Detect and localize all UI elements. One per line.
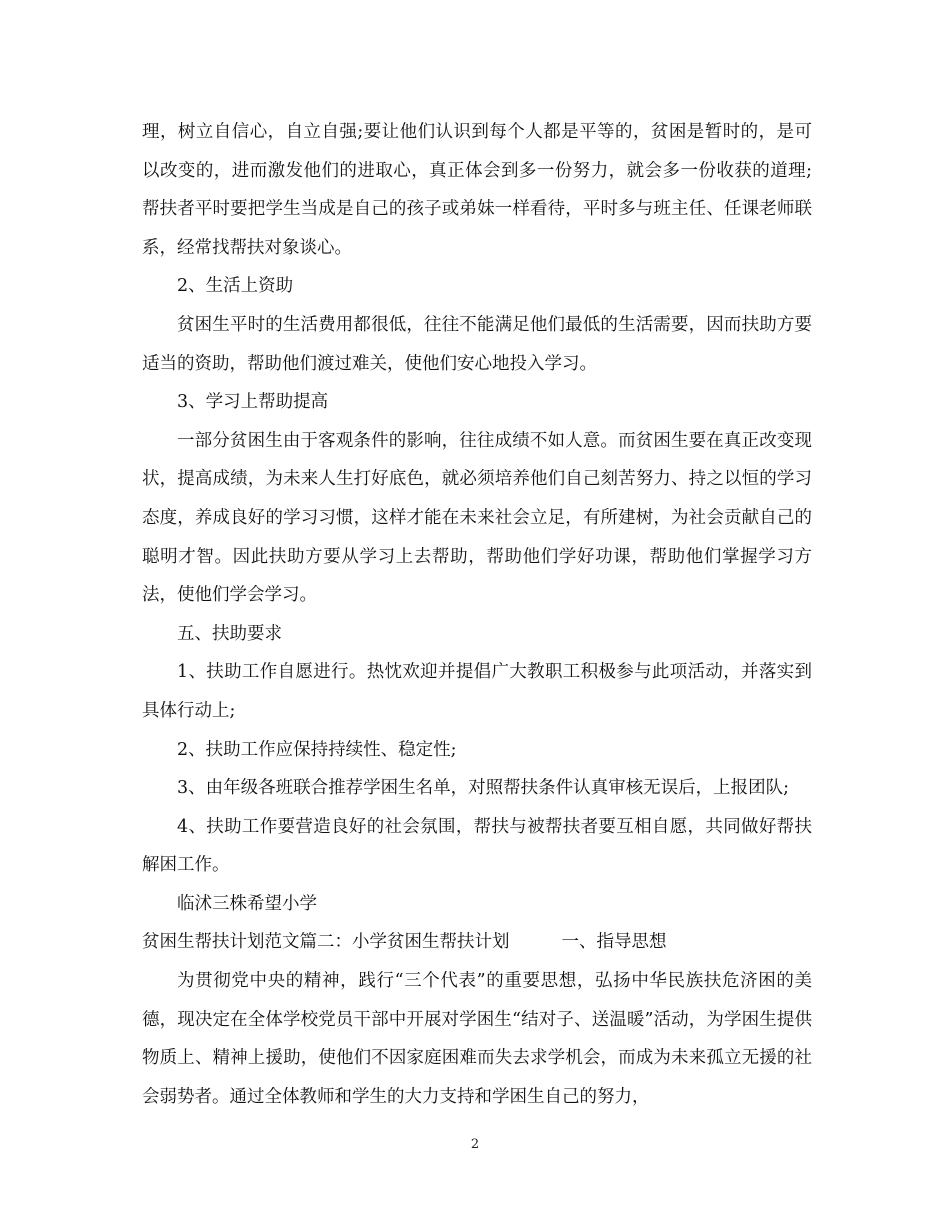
requirement-item-2: 2、扶助工作应保持持续性、稳定性; [177, 739, 457, 760]
heading-study-help: 3、学习上帮助提高 [177, 392, 329, 413]
section-heading-line [142, 923, 812, 962]
school-signature: 临沭三株希望小学 [177, 893, 317, 914]
requirement-item-1: 1、扶助工作自愿进行。热忱欢迎并提倡广大教职工积极参与此项活动，并落实到具体行动上; [142, 662, 812, 721]
paragraph-guiding-ideology: 为贯彻党中央的精神，践行“三个代表”的重要思想，弘扬中华民族扶危济困的美德，现决定在全体学校党员干部中开展对学困生“结对子、送温暖”活动，为学困生提供物质上、精神上援助，使他们不因家庭困难而失去求学机会，而成为未来孤立无援的社会弱势者。通过全体教师和学生的大力支持和学困生自己的努力， [142, 971, 812, 1107]
paragraph-living-support: 贫困生平时的生活费用都很低，往往不能满足他们最低的生活需要，因而扶助方要适当的资助，帮助他们渡过难关，使他们安心地投入学习。 [142, 314, 812, 374]
paragraph-encouragement: 理，树立自信心，自立自强;要让他们认识到每个人都是平等的，贫困是暂时的，是可以改变的，进而激发他们的进取心，真正体会到多一份努力，就会多一份收获的道理;帮扶者平时要把学生当成是自己的孩子或弟妹一样看待，平时多与班主任、任课老师联系，经常找帮扶对象谈心。 [142, 122, 812, 258]
heading-support-requirements: 五、扶助要求 [177, 623, 282, 644]
section-title-guiding-ideology: 一、指导思想 [561, 932, 667, 953]
heading-living-support: 2、生活上资助 [177, 276, 294, 297]
paragraph-study-help: 一部分贫困生由于客观条件的影响，往往成绩不如人意。而贫困生要在真正改变现状，提高成绩，为未来人生打好底色，就必须培养他们自己刻苦努力、持之以恒的学习态度，养成良好的学习习惯，这样才能在未来社会立足，有所建树，为社会贡献自己的聪明才智。因此扶助方要从学习上去帮助，帮助他们学好功课，帮助他们掌握学习方法，使他们学会学习。 [142, 430, 812, 606]
article-title: 贫困生帮扶计划范文篇二：小学贫困生帮扶计划 [142, 932, 510, 953]
requirement-item-3: 3、由年级各班联合推荐学困生名单，对照帮扶条件认真审核无误后，上报团队; [177, 778, 790, 799]
page-number: 2 [470, 1137, 480, 1152]
document-body [142, 113, 812, 1116]
requirement-item-4: 4、扶助工作要营造良好的社会氛围，帮扶与被帮扶者要互相自愿，共同做好帮扶解困工作。 [142, 816, 812, 876]
